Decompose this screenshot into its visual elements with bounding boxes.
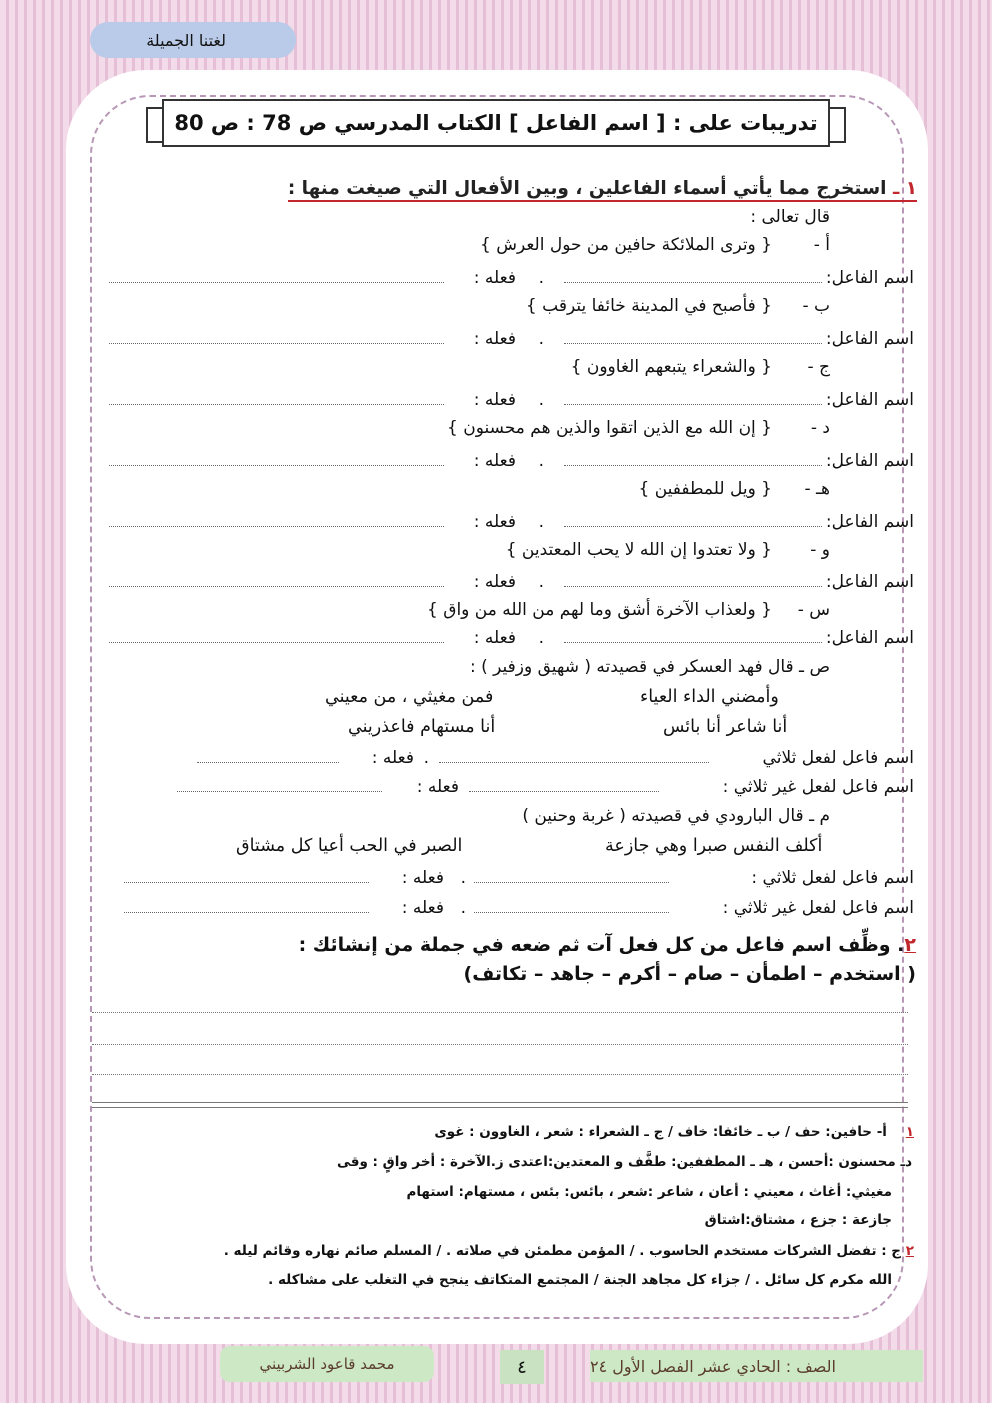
poem1-nontrilateral-row — [100, 777, 914, 801]
answer-blank[interactable] — [109, 586, 444, 587]
answer-line-1-text: أ- حافين: حف / ب ـ خائفا: خاف / ج ـ الشعراء : شعر ، الغاوون : غوى — [434, 1124, 887, 1140]
answer-blank[interactable] — [124, 912, 369, 913]
answer-line-1 — [434, 1124, 914, 1140]
answer-line-5-text: ج : تفضل الشركات مستخدم الحاسوب . / المؤمن مطمئن في صلاته . / المسلم صائم نهاره وقائم ليله . — [223, 1243, 902, 1259]
q1-item-prefix: س - — [797, 600, 830, 620]
nontrilateral-label: اسم فاعل لفعل غير ثلاثي : — [722, 777, 914, 797]
answer-number-2: ٢ — [905, 1243, 914, 1259]
subject-tab-label: لغتنا الجميلة — [146, 30, 226, 50]
poem2-intro: م ـ قال البارودي في قصيدته ( غربة وحنين ) — [522, 806, 830, 826]
answer-blank[interactable] — [197, 762, 339, 763]
page-number — [500, 1350, 544, 1384]
writing-line[interactable] — [92, 1074, 908, 1075]
answer-blank[interactable] — [124, 882, 369, 883]
poem2-verse1b: الصبر في الحب أعيا كل مشتاق — [236, 836, 463, 856]
subject-label: اسم الفاعل: — [825, 512, 914, 532]
q1-answer-row: اسم الفاعل: . فعله : — [100, 572, 914, 596]
answer-blank[interactable] — [564, 465, 822, 466]
verb-label: فعله : — [473, 329, 516, 349]
verb-label: فعله : — [473, 268, 516, 288]
verb-label: فعله : — [473, 390, 516, 410]
q1-title-text: استخرج مما يأتي أسماء الفاعلين ، وبين الأفعال التي صيغت منها : — [287, 178, 887, 199]
subject-label: اسم الفاعل: — [825, 329, 914, 349]
verb-label: فعله : — [473, 628, 516, 648]
q1-item — [447, 418, 830, 438]
answer-number-1: ١ — [905, 1124, 914, 1140]
q1-answer-row: اسم الفاعل: . فعله : — [100, 512, 914, 536]
subject-label: اسم الفاعل: — [825, 390, 914, 410]
q2-title — [299, 934, 916, 956]
answer-blank[interactable] — [177, 791, 382, 792]
q1-item — [571, 357, 830, 377]
answer-blank[interactable] — [564, 586, 822, 587]
answer-blank[interactable] — [109, 282, 444, 283]
verb-label: فعله : — [401, 898, 444, 918]
q1-answer-row: اسم الفاعل: . فعله : — [100, 390, 914, 414]
writing-line[interactable] — [92, 1012, 908, 1013]
q1-item-text: { ويل للمطففين } — [638, 479, 772, 499]
q1-item-text: { والشعراء يتبعهم الغاوون } — [570, 357, 772, 377]
grade-label — [590, 1350, 923, 1382]
verb-label: فعله : — [473, 451, 516, 471]
q1-item-prefix: و - — [810, 540, 830, 560]
answer-blank[interactable] — [474, 882, 669, 883]
q1-item-prefix: هـ - — [804, 479, 830, 499]
answer-blank[interactable] — [439, 762, 709, 763]
subject-label: اسم الفاعل: — [825, 268, 914, 288]
poem1-trilateral-row: اسم فاعل لفعل ثلاثي . فعله : — [100, 748, 914, 772]
answer-line-4: جازعة : جزع ، مشتاق:اشتاق — [704, 1212, 892, 1228]
q1-item-text: { وترى الملائكة حافين من حول العرش } — [479, 235, 772, 255]
q2-title-text: . وظِّف اسم فاعل من كل فعل آت ثم ضعه في جملة من إنشائك : — [298, 934, 905, 956]
q1-item-text: { ولعذاب الآخرة أشق وما لهم من الله من واق } — [427, 600, 772, 620]
poem1-verse1b: فمن مغيثي ، من معيني — [325, 687, 494, 707]
page-number-text: ٤ — [517, 1356, 527, 1378]
author-name: محمد قاعود الشربيني — [259, 1355, 395, 1373]
poem1-verse1a: وأمضني الداء العياء — [640, 687, 779, 707]
q1-item-text: { إن الله مع الذين اتقوا والذين هم محسنون } — [447, 418, 772, 438]
grade-text: الصف : الحادي عشر الفصل الأول ٢٤ — [590, 1356, 836, 1376]
answer-line-5 — [224, 1243, 914, 1259]
verb-label: فعله : — [401, 868, 444, 888]
answer-blank[interactable] — [564, 642, 822, 643]
q2-words: ( استخدم – اطمأن – صام – أكرم – جاهد – تكاتف) — [463, 963, 916, 985]
poem1-verse2a: أنا شاعر أنا بائس — [663, 717, 788, 737]
q1-item-text: { ولا تعتدوا إن الله لا يحب المعتدين } — [505, 540, 772, 560]
answer-blank[interactable] — [109, 404, 444, 405]
subject-tab — [90, 22, 296, 58]
author-label — [220, 1346, 434, 1382]
q1-answer-row: اسم الفاعل: . فعله : — [100, 451, 914, 475]
q1-item-prefix: ج - — [807, 357, 830, 377]
poem2-verse1a: أكلف النفس صبرا وهي جازعة — [605, 836, 823, 856]
q1-item — [638, 479, 830, 499]
answer-blank[interactable] — [564, 526, 822, 527]
worksheet-title-text: تدريبات على : [ اسم الفاعل ] الكتاب المدرسي ص 78 : ص 80 — [174, 111, 818, 135]
q1-answer-row: اسم الفاعل: . فعله : — [100, 329, 914, 353]
q1-item — [427, 600, 830, 620]
subject-label: اسم الفاعل: — [825, 628, 914, 648]
poem2-nontrilateral-row: اسم فاعل لفعل غير ثلاثي : . فعله : — [100, 898, 914, 922]
subject-label: اسم الفاعل: — [825, 572, 914, 592]
trilateral-label: اسم فاعل لفعل ثلاثي — [762, 748, 914, 768]
answer-blank[interactable] — [564, 404, 822, 405]
nontrilateral-label: اسم فاعل لفعل غير ثلاثي : — [722, 898, 914, 918]
q2-number: ٢ — [904, 934, 916, 956]
q1-answer-row: اسم الفاعل: . فعله : — [100, 268, 914, 292]
q1-item — [506, 540, 830, 560]
subject-label: اسم الفاعل: — [825, 451, 914, 471]
q1-item — [526, 296, 830, 316]
answer-line-6: الله مكرم كل سائل . / جزاء كل مجاهد الجنة / المجتمع المتكاتف ينجح في التغلب على مشاكله . — [268, 1272, 892, 1288]
answer-blank[interactable] — [474, 912, 669, 913]
poem2-trilateral-row: اسم فاعل لفعل ثلاثي : . فعله : — [100, 868, 914, 892]
q1-number: ١ ـ — [892, 178, 917, 199]
q1-item-prefix: د - — [810, 418, 830, 438]
q1-item — [480, 235, 830, 255]
answer-line-2: دـ محسنون :أحسن ، هـ ـ المطففين: طفَّف و المعتدين:اعتدى ز.الآخرة : أخر واقٍ : وقى — [336, 1154, 912, 1170]
answer-blank[interactable] — [564, 343, 822, 344]
answers-separator — [92, 1102, 908, 1108]
q1-item-text: { فأصبح في المدينة خائفا يترقب } — [525, 296, 772, 316]
verb-label: فعله : — [473, 572, 516, 592]
writing-line[interactable] — [92, 1044, 908, 1045]
trilateral-label: اسم فاعل لفعل ثلاثي : — [751, 868, 914, 888]
verb-label: فعله : — [416, 777, 459, 797]
q1-title — [288, 178, 917, 202]
answer-blank[interactable] — [564, 282, 822, 283]
q1-answer-row: اسم الفاعل: . فعله : — [100, 628, 914, 652]
verb-label: فعله : — [371, 748, 414, 768]
answer-blank[interactable] — [109, 465, 444, 466]
q1-intro: قال تعالى : — [750, 207, 830, 227]
answer-blank[interactable] — [109, 526, 444, 527]
verb-label: فعله : — [473, 512, 516, 532]
poem1-intro: ص ـ قال فهد العسكر في قصيدته ( شهيق وزفير ) : — [469, 657, 830, 677]
poem1-verse2b: أنا مستهام فاعذريني — [348, 717, 496, 737]
q1-item-prefix: ب - — [802, 296, 830, 316]
answer-blank[interactable] — [109, 343, 444, 344]
worksheet-title — [162, 99, 830, 147]
answer-line-3: مغيثي: أغاث ، معيني : أعان ، شاعر :شعر ، بائس: بئس ، مستهام: استهام — [406, 1184, 892, 1200]
answer-blank[interactable] — [469, 791, 659, 792]
q1-item-prefix: أ - — [813, 235, 830, 255]
answer-blank[interactable] — [109, 642, 444, 643]
